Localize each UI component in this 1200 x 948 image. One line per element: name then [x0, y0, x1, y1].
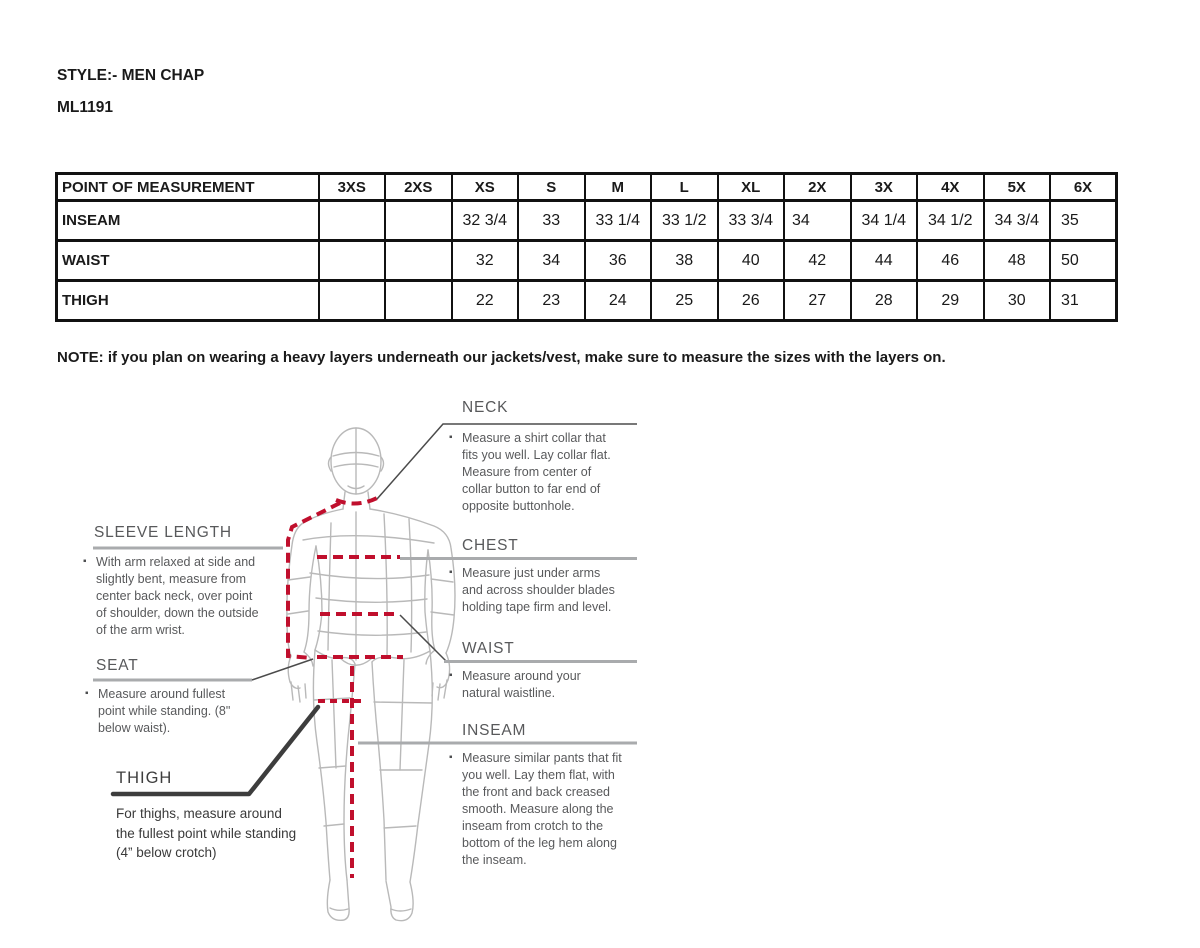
size-column-header: 2X — [784, 174, 851, 201]
table-cell: 33 3/4 — [718, 201, 785, 241]
row-label: THIGH — [57, 281, 319, 321]
size-column-header: 2XS — [385, 174, 452, 201]
document-header — [57, 60, 204, 124]
sleeve-length-description: ▪ With arm relaxed at side and slightly bent, measure from center back neck, over point of shoulder, down the outside of the arm wrist. — [82, 554, 262, 639]
model-number: ML1191 — [57, 99, 114, 116]
table-cell: 25 — [651, 281, 718, 321]
table-cell — [385, 241, 452, 281]
table-cell: 34 3/4 — [984, 201, 1051, 241]
table-cell: 33 1/2 — [651, 201, 718, 241]
table-cell: 50 — [1050, 241, 1117, 281]
size-table — [55, 172, 1118, 322]
table-row — [57, 281, 1117, 321]
table-cell: 27 — [784, 281, 851, 321]
chest-heading: CHEST — [462, 537, 519, 554]
style-title: STYLE:- MEN CHAP — [57, 67, 205, 84]
table-cell — [385, 201, 452, 241]
table-cell: 28 — [851, 281, 918, 321]
table-cell: 29 — [917, 281, 984, 321]
table-cell — [385, 281, 452, 321]
seat-pointer-diagonal — [252, 659, 313, 680]
note-text: NOTE: if you plan on wearing a heavy layers underneath our jackets/vest, make sure to measure the sizes with the layers on. — [57, 349, 946, 366]
waist-description: ▪ Measure around your natural waistline. — [448, 668, 600, 702]
table-cell: 30 — [984, 281, 1051, 321]
table-cell: 33 — [518, 201, 585, 241]
waist-heading: WAIST — [462, 640, 515, 657]
table-cell — [319, 201, 386, 241]
inseam-description: ▪ Measure similar pants that fit you well. Lay them flat, with the front and back creased smooth. Measure along the inseam from crotch to the bottom of the leg hem along the inseam. — [448, 750, 622, 869]
table-cell: 32 3/4 — [452, 201, 519, 241]
table-cell: 38 — [651, 241, 718, 281]
size-column-header: 6X — [1050, 174, 1117, 201]
table-cell — [319, 241, 386, 281]
table-cell: 33 1/4 — [585, 201, 652, 241]
size-column-header: L — [651, 174, 718, 201]
thigh-description: For thighs, measure around the fullest point while standing (4” below crotch) — [116, 806, 297, 861]
row-label: WAIST — [57, 241, 319, 281]
size-column-header: S — [518, 174, 585, 201]
sleeve-length-heading: SLEEVE LENGTH — [94, 524, 232, 541]
table-cell: 34 1/4 — [851, 201, 918, 241]
table-cell: 31 — [1050, 281, 1117, 321]
table-cell: 24 — [585, 281, 652, 321]
chest-description: ▪ Measure just under arms and across shoulder blades holding tape firm and level. — [448, 565, 618, 616]
table-cell: 42 — [784, 241, 851, 281]
table-cell: 34 — [518, 241, 585, 281]
table-cell: 34 1/2 — [917, 201, 984, 241]
table-cell: 34 — [784, 201, 851, 241]
inseam-heading: INSEAM — [462, 722, 527, 739]
table-cell: 46 — [917, 241, 984, 281]
table-cell: 48 — [984, 241, 1051, 281]
table-cell: 35 — [1050, 201, 1117, 241]
neck-description: ▪ Measure a shirt collar that fits you well. Lay collar flat. Measure from center of collar button to far end of opposite buttonhole. — [448, 430, 620, 515]
table-row — [57, 241, 1117, 281]
table-cell: 26 — [718, 281, 785, 321]
size-column-header: 5X — [984, 174, 1051, 201]
measurement-column-header: POINT OF MEASUREMENT — [57, 174, 319, 201]
size-column-header: 3X — [851, 174, 918, 201]
seat-heading: SEAT — [96, 657, 139, 674]
size-chart-table-wrap — [55, 172, 1116, 322]
table-row — [57, 201, 1117, 241]
table-cell: 44 — [851, 241, 918, 281]
size-column-header: M — [585, 174, 652, 201]
sleeve-measure-line — [288, 503, 340, 658]
row-label: INSEAM — [57, 201, 319, 241]
neck-measure-line — [336, 498, 377, 504]
seat-description: ▪ Measure around fullest point while standing. (8" below waist). — [84, 686, 236, 737]
table-cell: 32 — [452, 241, 519, 281]
size-column-header: XS — [452, 174, 519, 201]
size-column-header: XL — [718, 174, 785, 201]
thigh-heading: THIGH — [116, 769, 173, 787]
table-cell: 23 — [518, 281, 585, 321]
size-column-header: 3XS — [319, 174, 386, 201]
size-column-header: 4X — [917, 174, 984, 201]
table-cell: 22 — [452, 281, 519, 321]
neck-heading: NECK — [462, 399, 509, 416]
table-cell — [319, 281, 386, 321]
table-cell: 36 — [585, 241, 652, 281]
table-cell: 40 — [718, 241, 785, 281]
